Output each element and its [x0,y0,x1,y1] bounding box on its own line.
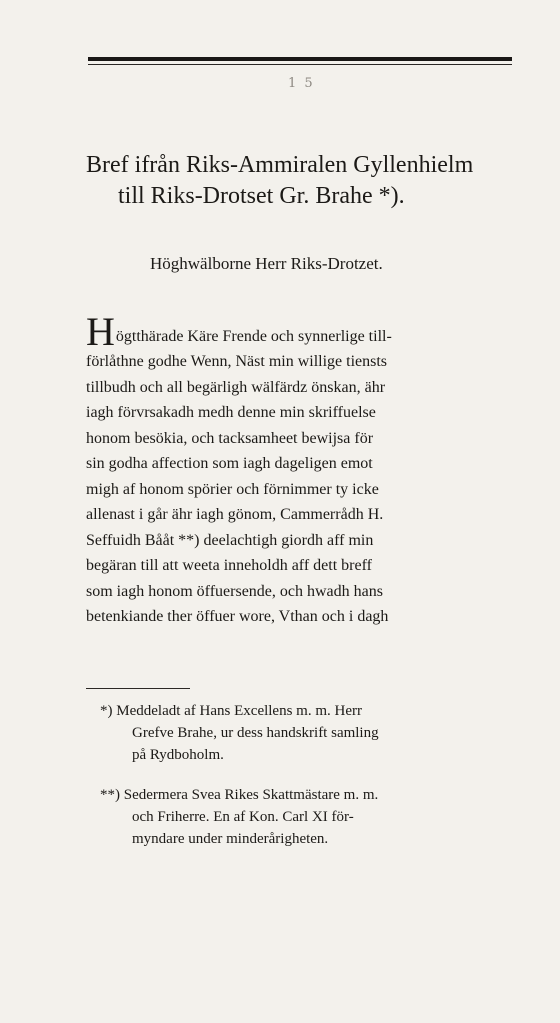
body-line: Seffuidh Bååt **) deelachtigh giordh aff min [86,531,374,549]
footnote-1-line: *) Meddeladt af Hans Excellens m. m. Herr [100,703,362,719]
body-line: migh af honom spörier och förnimmer ty icke [86,480,379,498]
letter-body [86,309,526,630]
letter-title [86,150,526,212]
footnote-rule [86,688,190,689]
footnote-1-line: på Rydboholm. [132,747,224,763]
body-line: begäran till att weeta inneholdh aff dett breff [86,557,372,574]
title-line-1: Bref ifrån Riks-Ammiralen Gyllenhielm [86,152,474,178]
body-line: betenkiande ther öffuer wore, Vthan och i dagh [86,608,389,625]
body-line: sin godha affection som iagh dageligen emot [86,455,373,472]
body-line-text: ögtthärade Käre Frende och synnerlige till- [115,328,392,345]
footnote-gap [100,766,520,784]
header-rule-thick [88,57,512,61]
drop-cap: H [86,309,115,354]
header-rule-thin [88,64,512,65]
body-line: honom besökia, och tacksamheet bewijsa för [86,429,374,447]
body-line [86,309,526,354]
body-line: iagh förvrsakadh medh denne min skriffuelse [86,404,376,421]
body-line: som iagh honom öffuersende, och hwadh hans [86,582,383,600]
body-line: förlåthne godhe Wenn, Näst min willige tiensts [86,353,388,370]
body-line: tillbudh och all begärligh wälfärdz önskan, ähr [86,378,386,396]
footnote-1-line: Grefve Brahe, ur dess handskrift samling [132,725,379,741]
footnote-2-line: och Friherre. En af Kon. Carl XI för- [132,809,354,825]
title-line-2: till Riks-Drotset Gr. Brahe *). [118,183,405,210]
footnotes [100,700,520,850]
salutation: Höghwälborne Herr Riks-Drotzet. [150,254,383,273]
page-number: 1 5 [288,76,315,91]
footnote-2-line: myndare under minderårigheten. [132,831,329,847]
footnote-2-line: **) Sedermera Svea Rikes Skattmästare m. m. [100,787,379,803]
body-line: allenast i går ähr iagh gönom, Cammerrådh H. [86,506,384,523]
